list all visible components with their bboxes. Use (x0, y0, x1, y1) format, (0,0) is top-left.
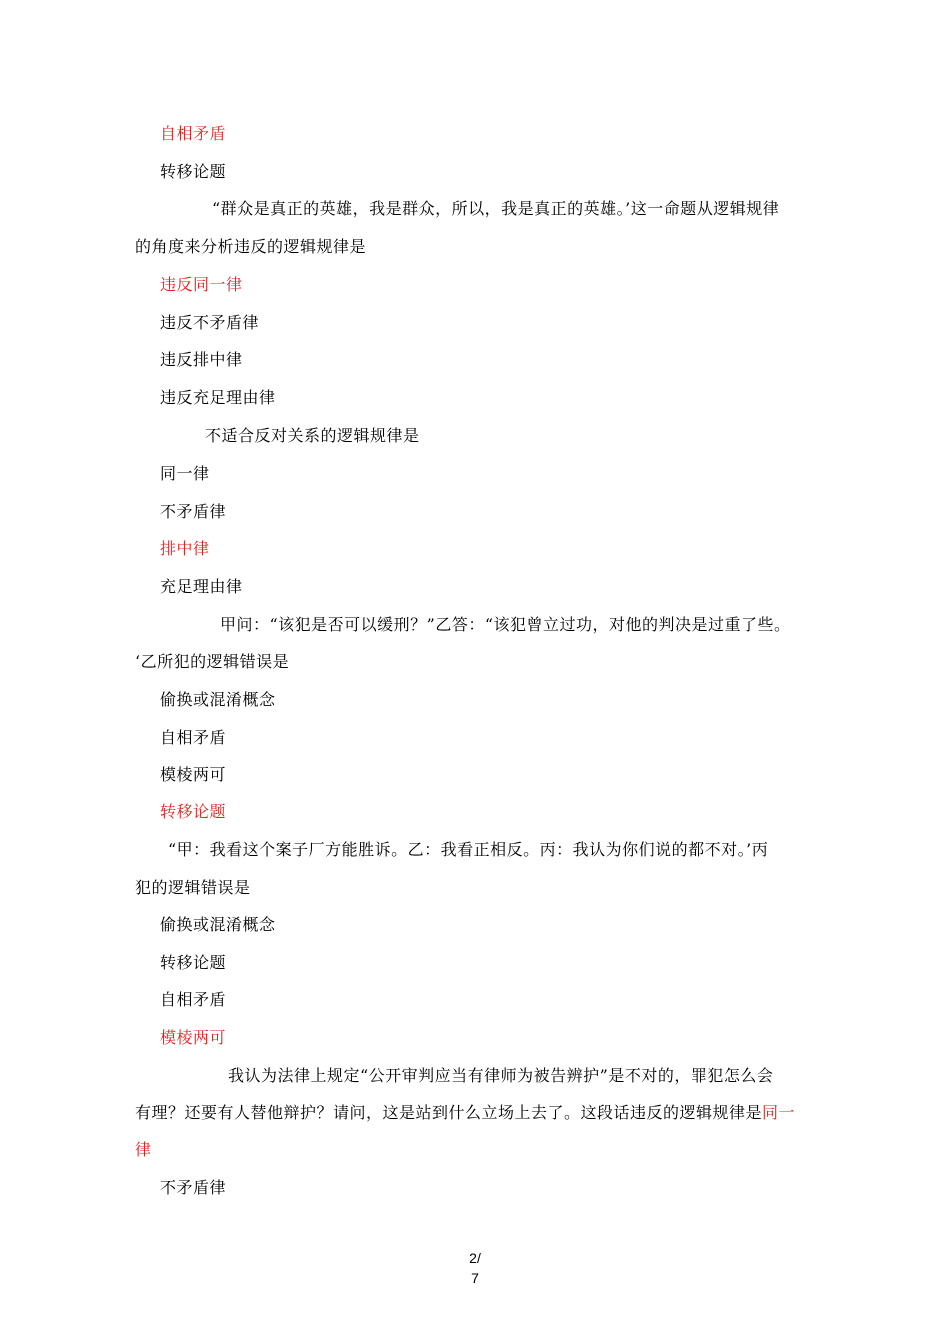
option: 不矛盾律 (160, 1178, 227, 1197)
question-text: 我认为法律上规定“公开审判应当有律师为被告辨护”是不对的，罪犯怎么会 (228, 1066, 774, 1085)
option: 转移论题 (160, 953, 227, 972)
option: 同一律 (160, 464, 210, 483)
option: 不矛盾律 (160, 502, 227, 521)
option-correct: 模棱两可 (160, 1028, 227, 1047)
option: 违反充足理由律 (160, 388, 276, 407)
option-correct: 转移论题 (160, 802, 227, 821)
option: 模棱两可 (160, 765, 227, 784)
option: 偷换或混淆概念 (160, 915, 276, 934)
answer-inline-continued: 律 (135, 1140, 152, 1159)
question-text: ‘乙所犯的逻辑错误是 (135, 652, 290, 671)
option-correct: 自相矛盾 (160, 124, 227, 143)
question-text: 甲问：“该犯是否可以缓刑？”乙答：“该犯曾立过功，对他的判决是过重了些。 (220, 615, 791, 634)
option-correct: 排中律 (160, 539, 210, 558)
page-number-bottom: 7 (471, 1270, 479, 1286)
page-number-top: 2/ (469, 1250, 481, 1266)
option-correct: 违反同一律 (160, 275, 243, 294)
question-text (135, 1103, 795, 1123)
option: 自相矛盾 (160, 990, 227, 1009)
answer-inline: 同一 (762, 1103, 796, 1122)
option: 充足理由律 (160, 577, 243, 596)
option: 违反不矛盾律 (160, 313, 260, 332)
option: 自相矛盾 (160, 728, 227, 747)
question-text: “群众是真正的英雄，我是群众，所以，我是真正的英雄。’这一命题从逻辑规律 (212, 199, 780, 218)
question-text-part: 有理？还要有人替他辩护？请问，这是站到什么立场上去了。这段话违反的逻辑规律是 (135, 1103, 763, 1122)
question-text: 的角度来分析违反的逻辑规律是 (135, 237, 367, 256)
question-text: 不适合反对关系的逻辑规律是 (205, 426, 420, 445)
option: 违反排中律 (160, 350, 243, 369)
option: 转移论题 (160, 162, 227, 181)
question-text: “甲：我看这个案子厂方能胜诉。乙：我看正相反。丙：我认为你们说的都不对。’丙 (168, 840, 769, 859)
option: 偷换或混淆概念 (160, 690, 276, 709)
question-text: 犯的逻辑错误是 (135, 878, 251, 897)
